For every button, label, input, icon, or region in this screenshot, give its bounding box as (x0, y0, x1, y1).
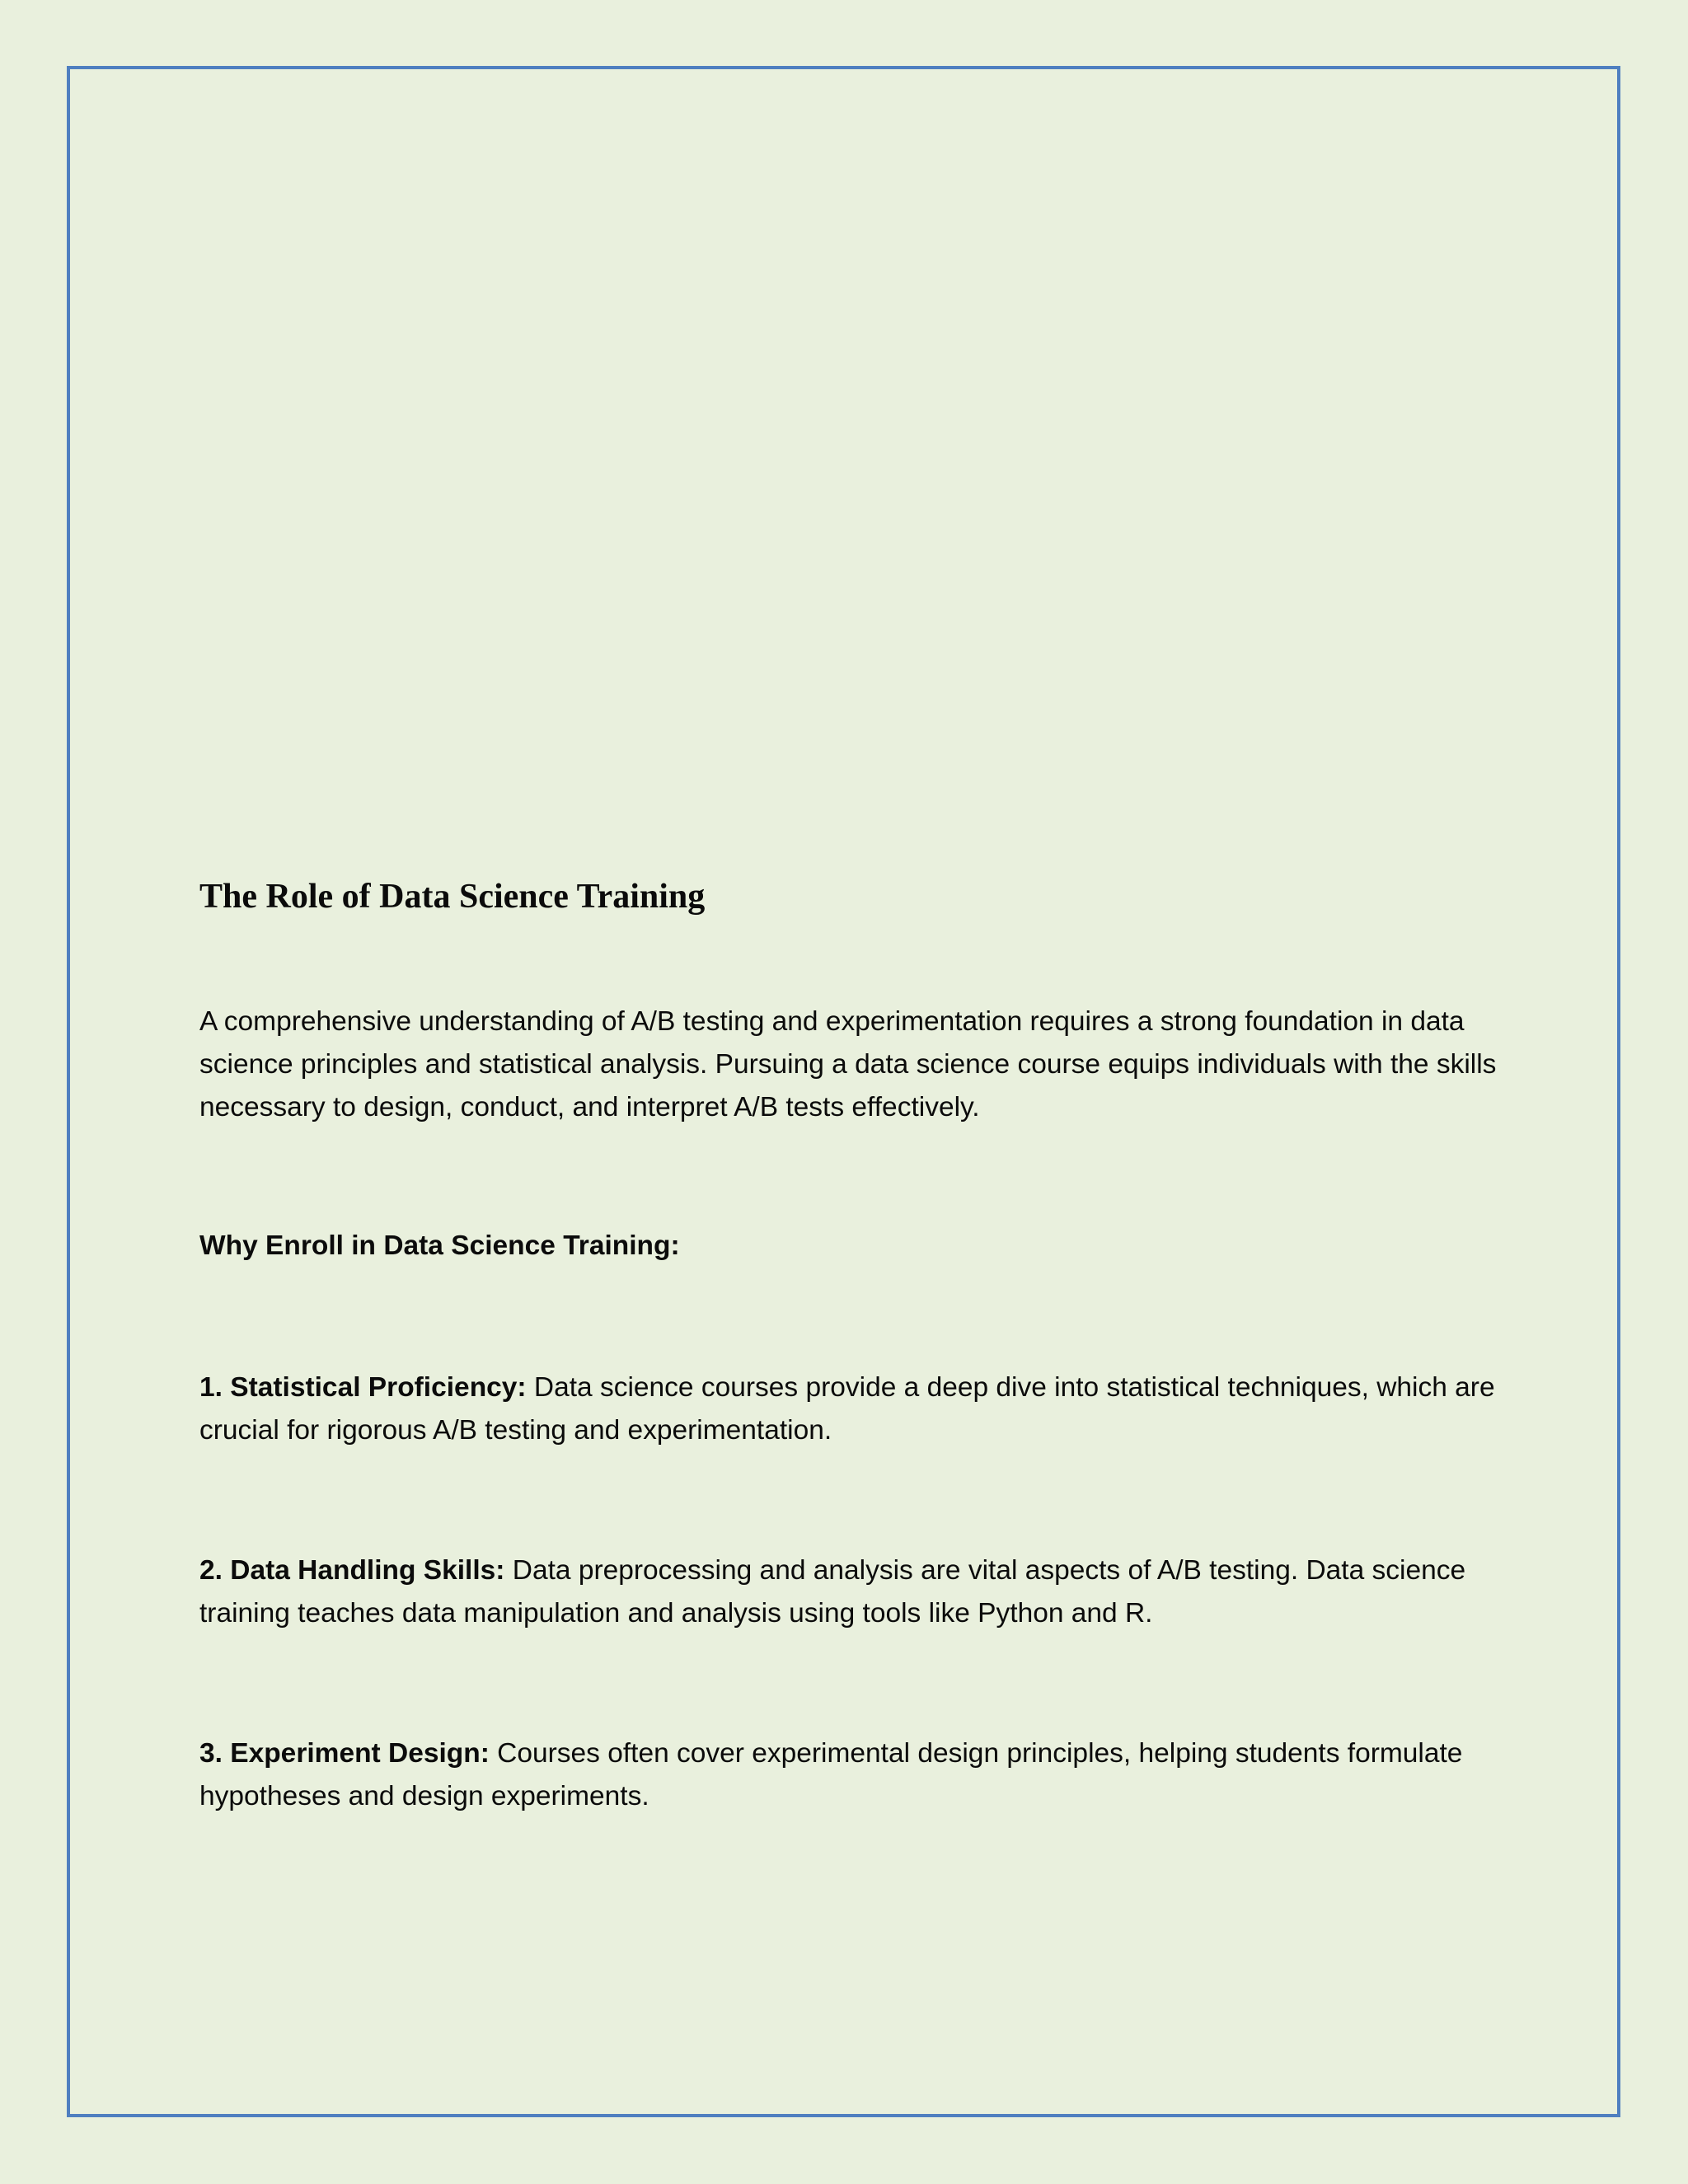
list-item-text: Data preprocessing and analysis are vital aspects of A/B testing. Data science training teaches data manipulation and analysis using tools like Python and R. (199, 1555, 1466, 1629)
document-body (199, 874, 1518, 1818)
list-item-lead: 3. Experiment Design: (199, 1738, 490, 1769)
list-item-text: Courses often cover experimental design principles, helping students formulate hypotheses and design experiments. (199, 1738, 1463, 1811)
subheading: Why Enroll in Data Science Training: (199, 1230, 680, 1261)
list-item-data-handling-skills (199, 1549, 1518, 1635)
list-item-experiment-design (199, 1732, 1518, 1818)
section-heading: The Role of Data Science Training (199, 878, 706, 916)
list-item-text: Data science courses provide a deep dive into statistical techniques, which are crucial for rigorous A/B testing and experimentation. (199, 1372, 1495, 1446)
list-item-lead: 2. Data Handling Skills: (199, 1555, 505, 1586)
list-item-lead: 1. Statistical Proficiency: (199, 1372, 527, 1403)
intro-paragraph: A comprehensive understanding of A/B testing and experimentation requires a strong foundation in data science principles and statistical analysis. Pursuing a data science course equips individuals with the skills necessary to design, conduct, and interpret A/B tests effectively. (199, 1006, 1497, 1122)
list-item-statistical-proficiency (199, 1366, 1518, 1452)
